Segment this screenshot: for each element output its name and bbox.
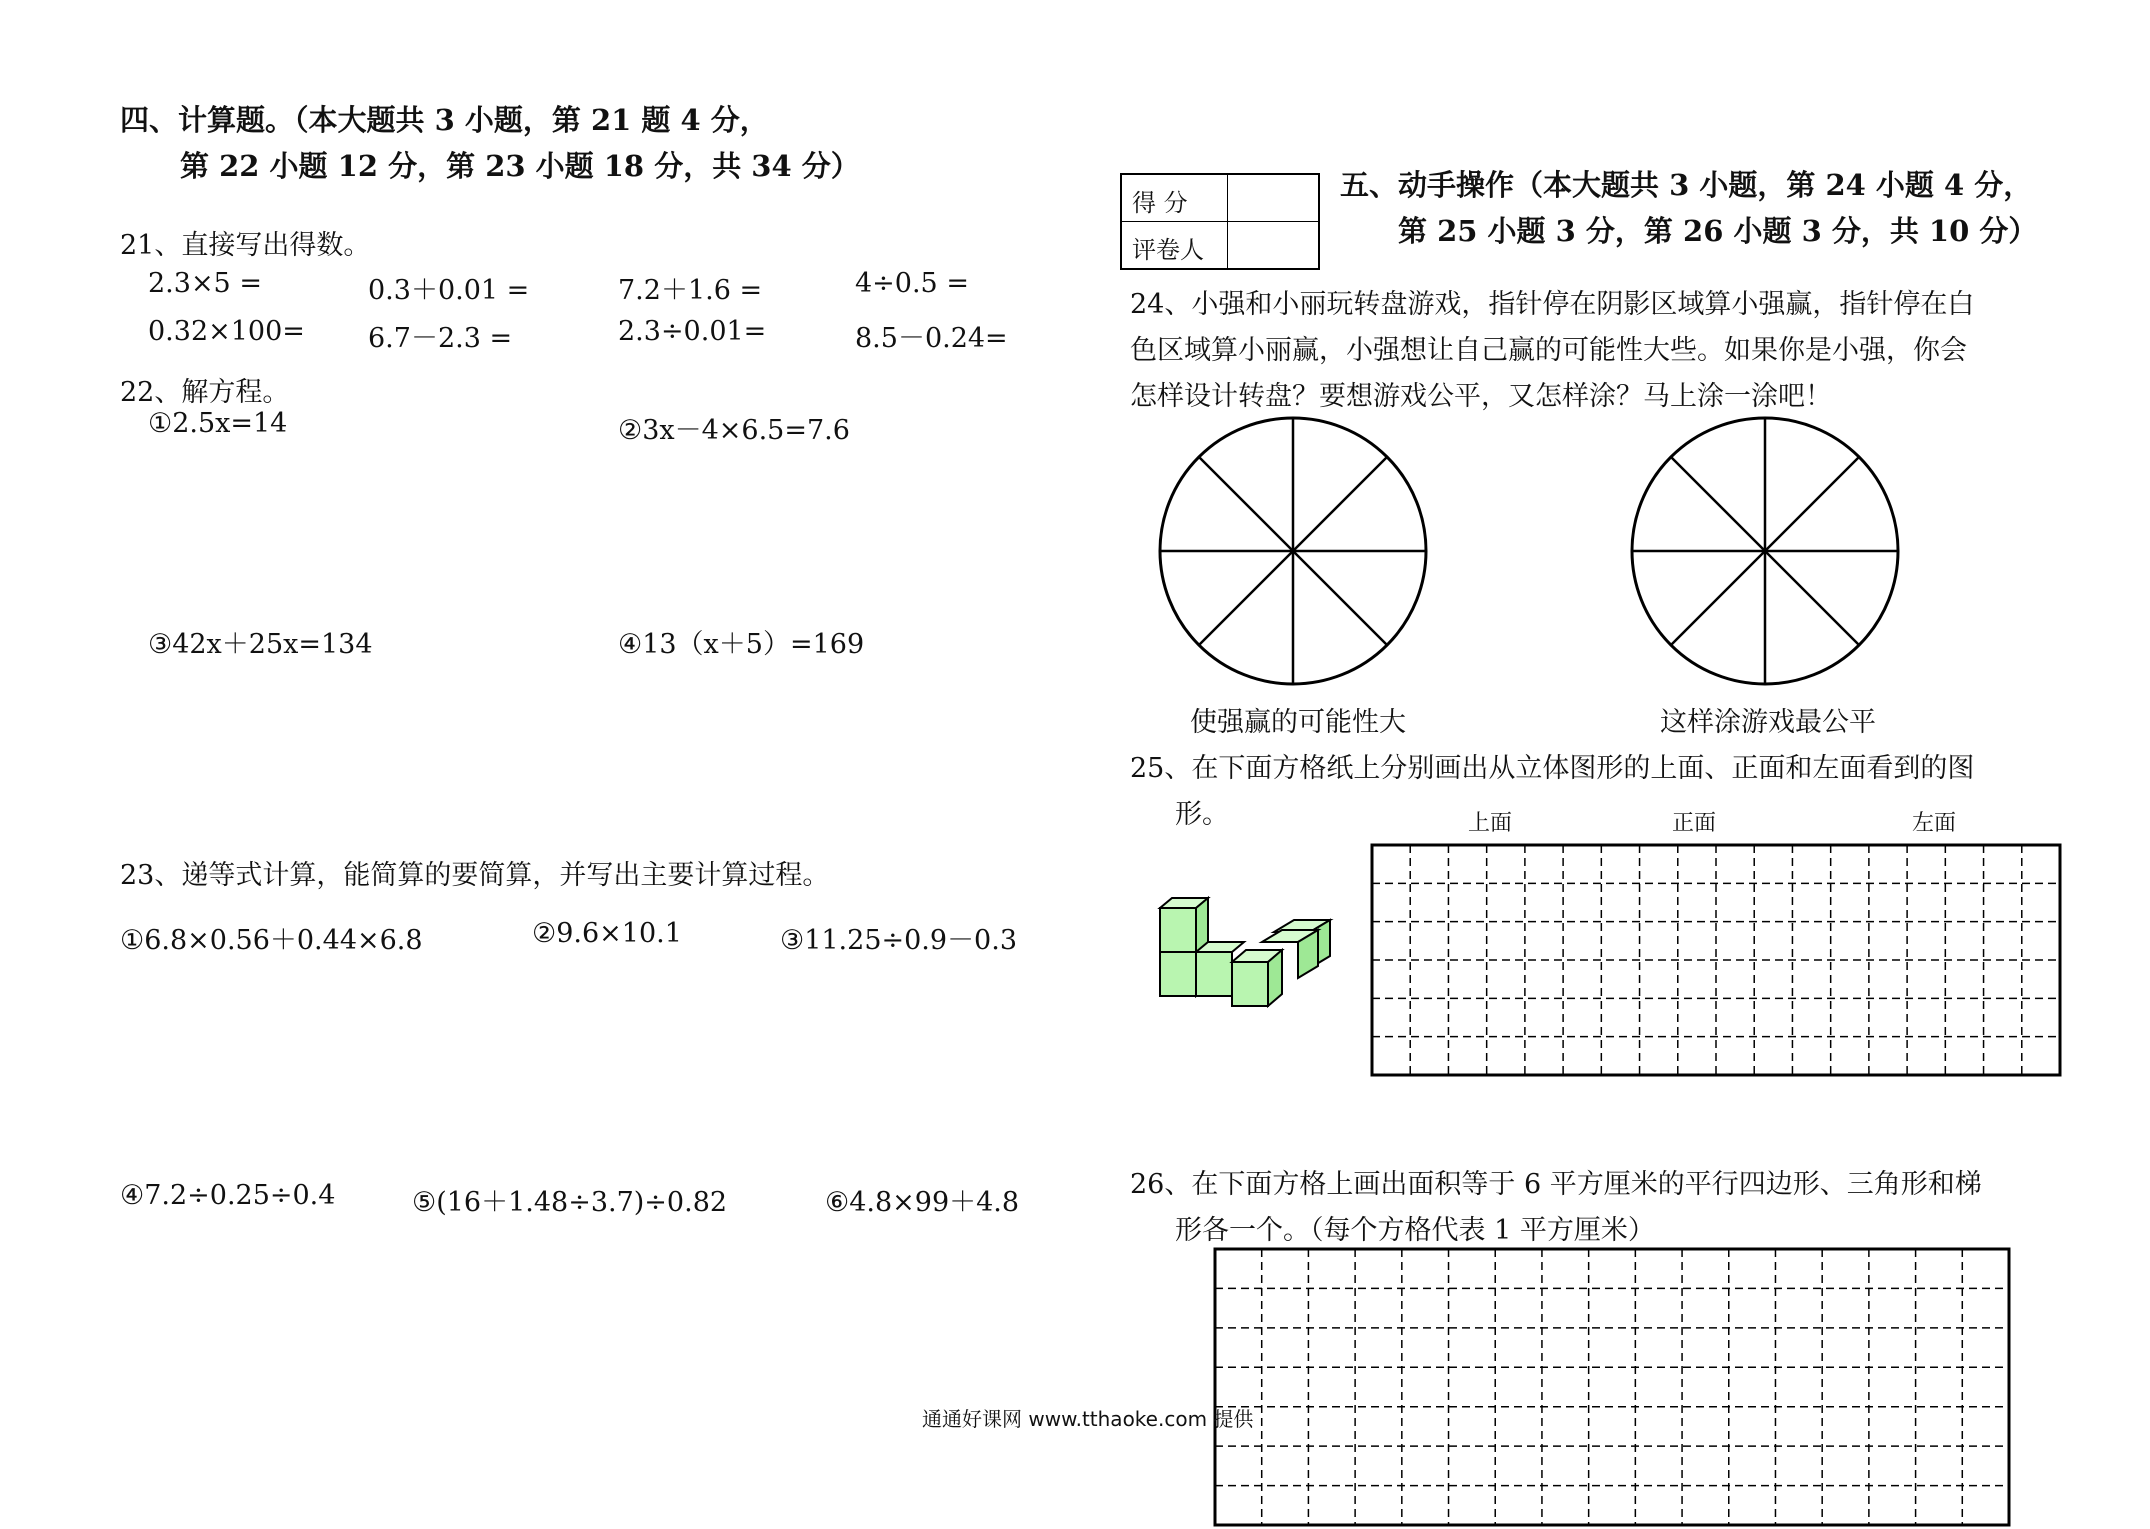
score-box	[1120, 173, 1320, 270]
view-label-left: 左面	[1912, 811, 1957, 836]
q22-item: ①2.5x=14	[148, 408, 288, 439]
view-label-top: 上面	[1468, 811, 1513, 836]
q21-item: 0.3＋0.01 =	[368, 275, 530, 306]
q23-item: ①6.8×0.56＋0.44×6.8	[120, 925, 423, 956]
score-row	[1122, 175, 1318, 222]
area-grid[interactable]	[1213, 1247, 2013, 1529]
q26-line1: 26、在下面方格上画出面积等于 6 平方厘米的平行四边形、三角形和梯	[1130, 1169, 1982, 1200]
q24-line2: 色区域算小丽赢，小强想让自己赢的可能性大些。如果你是小强，你会	[1130, 335, 1967, 366]
cube-figure-icon	[1150, 890, 1340, 1020]
view-label-front: 正面	[1672, 811, 1717, 836]
q23-item: ②9.6×10.1	[532, 918, 682, 949]
q21-item: 6.7－2.3 =	[368, 323, 513, 354]
q21-item: 0.32×100=	[148, 316, 305, 347]
view-grid[interactable]	[1370, 843, 2070, 1081]
q23-item: ⑤(16＋1.48÷3.7)÷0.82	[412, 1187, 728, 1218]
q25-line2: 形。	[1175, 799, 1229, 830]
grader-row	[1122, 222, 1318, 269]
q22-item: ②3x－4×6.5=7.6	[618, 415, 850, 446]
spinner-left-caption: 使强赢的可能性大	[1190, 707, 1406, 738]
section5-title-line2: 第 25 小题 3 分，第 26 小题 3 分，共 10 分）	[1398, 214, 2038, 248]
q25-line1: 25、在下面方格纸上分别画出从立体图形的上面、正面和左面看到的图	[1130, 753, 1975, 784]
q21-title: 21、直接写出得数。	[120, 230, 371, 261]
grid-border	[1215, 1249, 2009, 1525]
q21-item: 2.3÷0.01=	[618, 316, 767, 347]
q24-line3: 怎样设计转盘？要想游戏公平，又怎样涂？马上涂一涂吧！	[1130, 381, 1832, 412]
spinner-right-caption: 这样涂游戏最公平	[1660, 707, 1876, 738]
q23-item: ④7.2÷0.25÷0.4	[120, 1180, 336, 1211]
spinner-left[interactable]	[1150, 415, 1450, 695]
q21-item: 8.5－0.24=	[855, 323, 1008, 354]
q23-title: 23、递等式计算，能简算的要简算，并写出主要计算过程。	[120, 860, 830, 891]
q23-item: ③11.25÷0.9－0.3	[780, 925, 1018, 956]
q22-item: ③42x＋25x=134	[148, 629, 373, 660]
q24-line1: 24、小强和小丽玩转盘游戏，指针停在阴影区域算小强赢，指针停在白	[1130, 289, 1975, 320]
q21-item: 7.2＋1.6 =	[618, 275, 763, 306]
section4-title-line2: 第 22 小题 12 分，第 23 小题 18 分，共 34 分）	[180, 149, 860, 183]
section5-title-line1: 五、动手操作（本大题共 3 小题，第 24 小题 4 分，	[1340, 168, 2033, 202]
footer-credit: 通通好课网 www.tthaoke.com 提供	[922, 1407, 1254, 1431]
q22-title: 22、解方程。	[120, 377, 290, 408]
section4-title-line1: 四、计算题。（本大题共 3 小题，第 21 题 4 分，	[120, 103, 769, 137]
q26-line2: 形各一个。（每个方格代表 1 平方厘米）	[1175, 1215, 1655, 1246]
grader-label: 评卷人	[1132, 235, 1204, 264]
q23-item: ⑥4.8×99＋4.8	[825, 1187, 1020, 1218]
spinner-right[interactable]	[1622, 415, 1922, 695]
q21-item: 2.3×5 =	[148, 268, 262, 299]
q22-item: ④13（x＋5）=169	[618, 629, 865, 660]
q21-item: 4÷0.5 =	[855, 268, 969, 299]
score-label: 得 分	[1132, 189, 1188, 217]
